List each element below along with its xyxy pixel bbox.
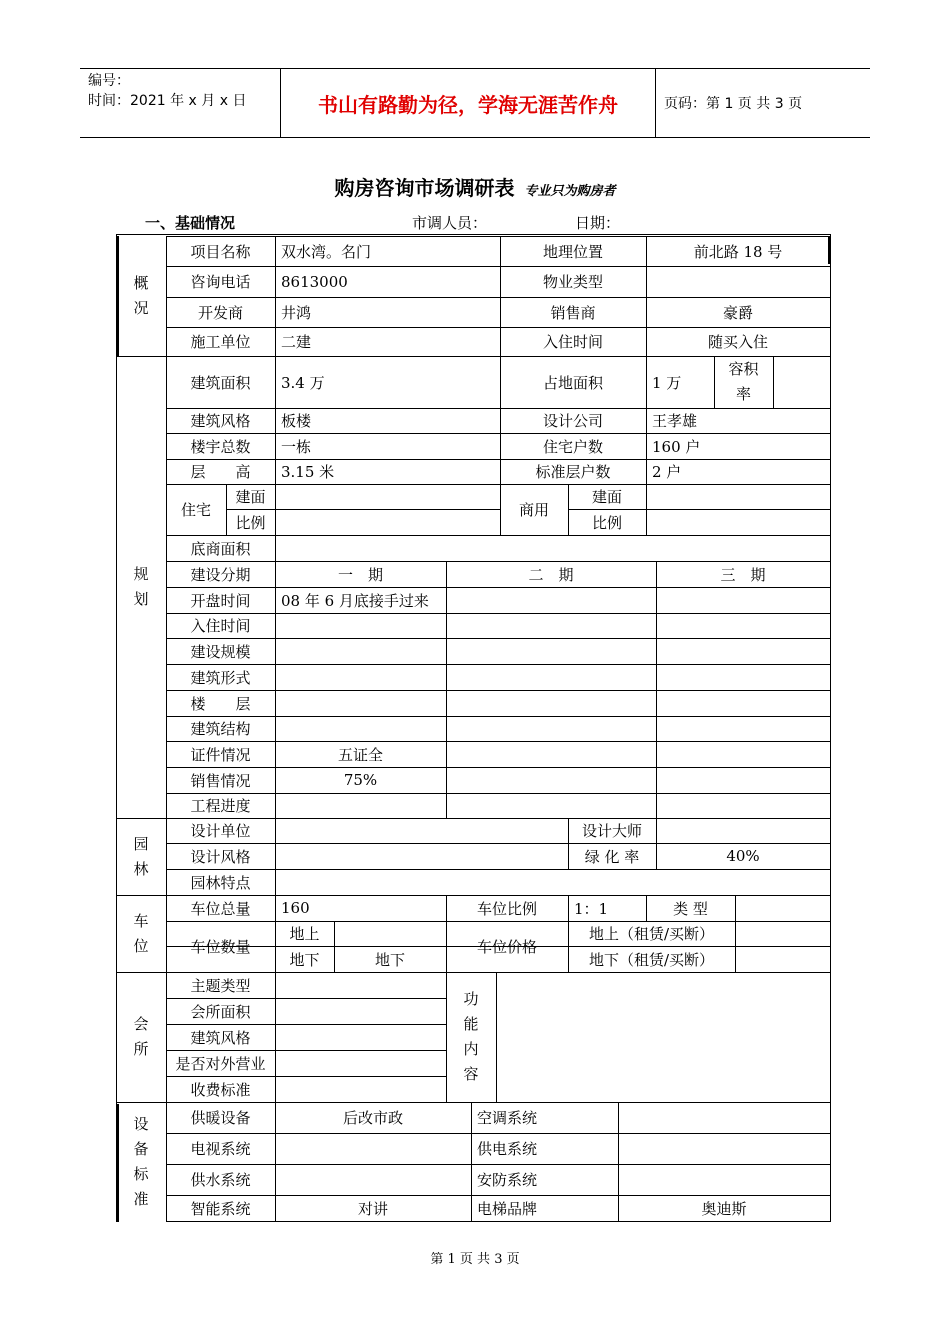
field-label: 类 型 xyxy=(673,899,708,918)
field-label: 占地面积 xyxy=(542,373,603,392)
field-value: 3.15 米 xyxy=(281,463,335,481)
section-heading: 一、基础情况 xyxy=(145,214,236,232)
field-value: 豪爵 xyxy=(722,303,753,322)
field-label: 建面 xyxy=(591,488,622,506)
table-rule xyxy=(166,1221,830,1222)
header-left xyxy=(80,69,280,137)
field-label: 设计单位 xyxy=(190,822,251,840)
field-value: 75% xyxy=(343,771,378,789)
field-label: 车位数量 xyxy=(190,938,251,956)
field-label: 建设分期 xyxy=(190,565,251,584)
field-label: 销售商 xyxy=(550,303,596,322)
field-label: 开盘时间 xyxy=(190,591,251,610)
field-label: 建面 xyxy=(235,488,266,506)
field-label: 销售情况 xyxy=(190,771,251,790)
field-label: 施工单位 xyxy=(190,333,251,351)
table-rule xyxy=(735,895,736,972)
table-rule xyxy=(116,234,830,235)
field-label: 住宅户数 xyxy=(542,437,603,456)
field-label: 车位比例 xyxy=(476,899,537,918)
field-value: 井鸿 xyxy=(281,303,312,322)
field-label: 建设规模 xyxy=(190,642,251,661)
field-label: 主题类型 xyxy=(190,976,251,995)
motto: 书山有路勤为径，学海无涯苦作舟 xyxy=(280,69,656,137)
field-value: 40% xyxy=(726,847,760,865)
number-label: 编号： xyxy=(88,73,130,89)
field-value: 双水湾。名门 xyxy=(281,242,372,261)
field-value: 3.4 万 xyxy=(281,373,325,392)
field-label: 项目名称 xyxy=(190,242,251,261)
field-label: 电梯品牌 xyxy=(477,1199,538,1218)
field-value xyxy=(275,613,446,638)
field-value: 一栋 xyxy=(281,437,312,456)
field-value xyxy=(646,266,830,297)
field-value: 8613000 xyxy=(281,272,348,291)
field-label: 供电系统 xyxy=(477,1140,538,1158)
field-label: 供水系统 xyxy=(190,1171,251,1189)
time-label: 时间：2021 年 x 月 x 日 xyxy=(88,93,247,109)
date-label: 日期： xyxy=(575,214,621,232)
club-function-label: 功 能 内 容 xyxy=(463,990,479,1083)
field-label: 地下 xyxy=(289,950,320,969)
field-label: 比例 xyxy=(235,513,266,532)
field-label: 层 高 xyxy=(190,463,251,481)
field-label: 电视系统 xyxy=(190,1140,251,1158)
field-label: 空调系统 xyxy=(477,1109,538,1127)
field-value xyxy=(275,793,446,818)
field-value xyxy=(275,716,446,741)
field-label: 地上 xyxy=(289,925,320,943)
page-label: 页码：第 1 页 共 3 页 xyxy=(664,96,803,112)
field-label: 地理位置 xyxy=(542,242,603,261)
field-value: 对讲 xyxy=(357,1199,388,1218)
field-value xyxy=(275,664,446,690)
field-label: 建筑面积 xyxy=(190,373,251,392)
field-value: 奥迪斯 xyxy=(701,1199,747,1218)
field-label: 建筑形式 xyxy=(190,668,251,687)
phase-header: 一 期 xyxy=(337,565,383,584)
field-value: 板楼 xyxy=(281,412,312,430)
field-label: 底商面积 xyxy=(190,539,251,558)
field-value: 后改市政 xyxy=(342,1109,403,1127)
field-label: 比例 xyxy=(591,513,622,532)
field-label: 证件情况 xyxy=(190,745,251,764)
doc-title-row xyxy=(0,172,950,201)
field-label: 楼宇总数 xyxy=(190,437,251,456)
field-label: 住宅 xyxy=(180,501,211,519)
field-label: 设计风格 xyxy=(190,847,251,866)
group-parking: 车 位 xyxy=(133,911,149,955)
field-label: 地上（租赁/买断） xyxy=(588,925,715,943)
page-header xyxy=(80,68,870,138)
doc-title: 购房咨询市场调研表 xyxy=(334,176,515,200)
field-value xyxy=(275,690,446,716)
field-value xyxy=(275,638,446,664)
field-label: 入住时间 xyxy=(542,333,603,351)
field-value: 二建 xyxy=(281,333,312,351)
field-label: 绿 化 率 xyxy=(584,847,640,866)
field-label: 供暖设备 xyxy=(190,1109,251,1127)
field-label: 地下（租赁/买断） xyxy=(588,950,715,969)
field-label: 收费标准 xyxy=(190,1080,251,1099)
field-value xyxy=(773,356,830,408)
phase-header: 二 期 xyxy=(528,565,574,584)
field-value: 160 xyxy=(281,899,310,917)
field-label: 入住时间 xyxy=(190,617,251,635)
group-equipment: 设 备 标 准 xyxy=(133,1114,149,1208)
table-rule xyxy=(830,234,831,1222)
table-rule xyxy=(275,972,276,1102)
field-value: 五证全 xyxy=(337,745,383,764)
group-garden: 园 林 xyxy=(133,834,149,878)
field-label: 楼 层 xyxy=(190,694,251,713)
field-value: 随买入住 xyxy=(707,333,768,351)
table-rule xyxy=(275,535,276,561)
field-value: 08 年 6 月底接手过来 xyxy=(281,591,429,610)
field-value: 1：1 xyxy=(574,899,609,918)
field-label: 安防系统 xyxy=(477,1171,538,1189)
page-footer: 第 1 页 共 3 页 xyxy=(430,1252,520,1267)
table-rule xyxy=(275,818,276,895)
field-label: 商用 xyxy=(518,501,549,519)
table-rule xyxy=(446,561,447,818)
group-overview: 概 况 xyxy=(133,274,149,317)
surveyor-label: 市调人员： xyxy=(412,214,488,232)
field-value: 地下 xyxy=(374,950,405,969)
field-value: 1 万 xyxy=(652,373,682,392)
field-label: 设计公司 xyxy=(542,412,603,430)
field-value: 王孝雄 xyxy=(652,412,698,430)
doc-subtitle: 专业只为购房者 xyxy=(524,184,616,199)
group-club: 会 所 xyxy=(133,1015,149,1058)
table-rule xyxy=(496,972,497,1102)
field-value: 前北路 18 号 xyxy=(693,242,783,261)
field-label: 工程进度 xyxy=(190,797,251,815)
field-label: 车位价格 xyxy=(476,938,537,956)
field-label: 建筑风格 xyxy=(190,412,251,430)
field-label: 物业类型 xyxy=(542,273,603,291)
table-rule xyxy=(656,561,657,818)
field-label: 容积 率 xyxy=(728,360,759,403)
field-label: 设计大师 xyxy=(581,822,642,840)
field-label: 咨询电话 xyxy=(190,273,251,291)
field-label: 建筑结构 xyxy=(190,720,251,738)
field-label: 会所面积 xyxy=(190,1002,251,1021)
field-label: 开发商 xyxy=(197,303,243,322)
field-label: 标准层户数 xyxy=(535,463,611,481)
field-label: 车位总量 xyxy=(190,899,251,918)
field-label: 是否对外营业 xyxy=(175,1054,266,1073)
field-label: 园林特点 xyxy=(190,873,251,892)
group-planning: 规 划 xyxy=(133,565,149,608)
field-label: 智能系统 xyxy=(190,1199,251,1218)
field-value: 160 户 xyxy=(652,437,701,456)
field-label: 建筑风格 xyxy=(190,1028,251,1047)
phase-header: 三 期 xyxy=(720,565,766,584)
field-value: 2 户 xyxy=(652,463,682,481)
